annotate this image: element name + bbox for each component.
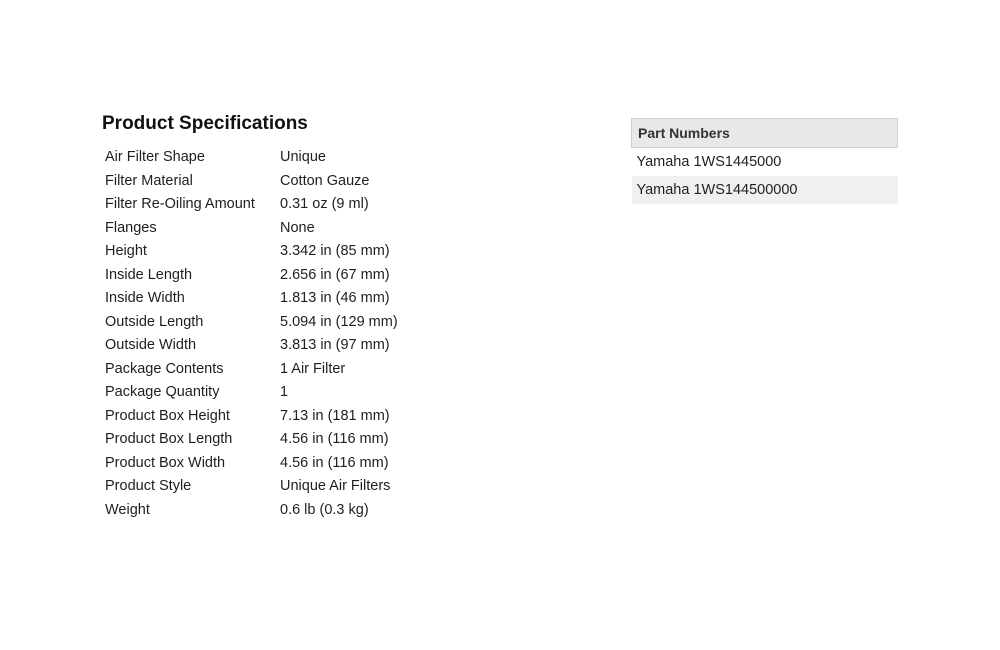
spec-label: Package Quantity bbox=[105, 384, 220, 400]
spec-label: Height bbox=[105, 243, 147, 259]
spec-value: None bbox=[280, 219, 315, 236]
spec-row bbox=[105, 499, 398, 523]
spec-value: 1.813 in (46 mm) bbox=[280, 290, 390, 306]
spec-value: 0.6 lb (0.3 kg) bbox=[280, 501, 369, 518]
spec-row bbox=[105, 146, 398, 170]
spec-row bbox=[105, 334, 398, 358]
spec-row bbox=[105, 264, 398, 288]
spec-label: Product Box Length bbox=[105, 431, 233, 447]
spec-label: Product Box Width bbox=[105, 454, 226, 471]
spec-value: 4.56 in (116 mm) bbox=[280, 431, 389, 447]
product-specifications-section bbox=[102, 112, 308, 136]
spec-value: 1 bbox=[280, 384, 289, 400]
spec-row bbox=[105, 428, 398, 452]
spec-label: Outside Length bbox=[105, 313, 204, 330]
spec-label: Outside Width bbox=[105, 337, 197, 353]
spec-label: Flanges bbox=[105, 219, 157, 236]
spec-value: 3.342 in (85 mm) bbox=[280, 243, 390, 259]
spec-value: 4.56 in (116 mm) bbox=[280, 454, 389, 471]
spec-label: Product Box Height bbox=[105, 407, 230, 424]
spec-label: Inside Width bbox=[105, 290, 185, 306]
spec-value: 5.094 in (129 mm) bbox=[280, 313, 398, 330]
spec-row bbox=[105, 311, 398, 335]
spec-value: 1 Air Filter bbox=[280, 360, 346, 377]
spec-row bbox=[105, 170, 398, 194]
spec-value: 0.31 oz (9 ml) bbox=[280, 196, 369, 212]
part-numbers-table bbox=[631, 118, 898, 204]
spec-row bbox=[105, 405, 398, 429]
spec-row bbox=[105, 217, 398, 241]
specifications-title: Product Specifications bbox=[102, 113, 308, 134]
spec-label: Product Style bbox=[105, 478, 192, 494]
spec-row bbox=[105, 193, 398, 217]
spec-label: Filter Re-Oiling Amount bbox=[105, 196, 255, 212]
spec-row bbox=[105, 240, 398, 264]
specifications-table bbox=[105, 146, 398, 522]
part-number: Yamaha 1WS144500000 bbox=[632, 176, 898, 204]
part-number-row bbox=[632, 176, 898, 204]
spec-value: 7.13 in (181 mm) bbox=[280, 407, 390, 424]
spec-value: 2.656 in (67 mm) bbox=[280, 266, 390, 283]
spec-row bbox=[105, 287, 398, 311]
spec-label: Weight bbox=[105, 501, 150, 518]
spec-row bbox=[105, 475, 398, 499]
spec-value: 3.813 in (97 mm) bbox=[280, 337, 390, 353]
spec-label: Air Filter Shape bbox=[105, 149, 205, 165]
part-number: Yamaha 1WS1445000 bbox=[636, 154, 782, 170]
spec-value: Unique Air Filters bbox=[280, 478, 391, 494]
spec-row bbox=[105, 452, 398, 476]
spec-value: Cotton Gauze bbox=[280, 172, 370, 189]
part-numbers-header: Part Numbers bbox=[632, 119, 898, 148]
spec-label: Inside Length bbox=[105, 266, 193, 283]
spec-label: Package Contents bbox=[105, 360, 224, 377]
spec-label: Filter Material bbox=[105, 172, 193, 189]
part-numbers-header-row bbox=[632, 119, 898, 148]
spec-value: Unique bbox=[280, 149, 326, 165]
spec-row bbox=[105, 381, 398, 405]
part-number-row bbox=[632, 148, 898, 177]
spec-row bbox=[105, 358, 398, 382]
